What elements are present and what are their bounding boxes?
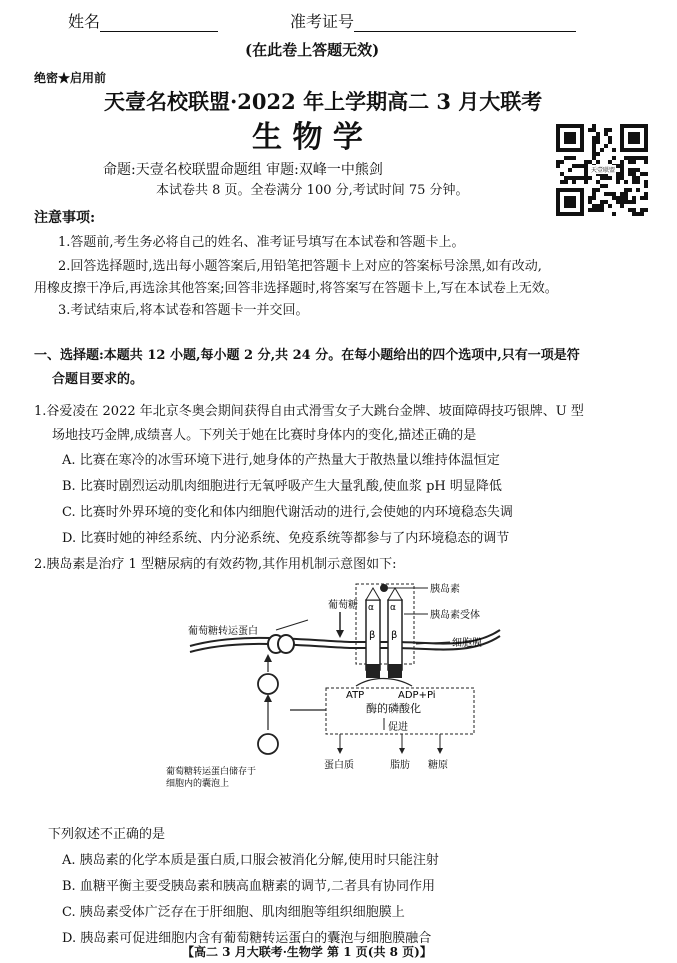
qr-module xyxy=(604,144,608,148)
q1-option-b: B. 比赛时剧烈运动肌肉细胞进行无氧呼吸产生大量乳酸,使血浆 pH 明显降低 xyxy=(62,479,502,494)
qr-module xyxy=(560,172,564,176)
qr-module xyxy=(580,164,584,168)
qr-module xyxy=(572,176,576,180)
branch-arrowhead xyxy=(337,748,343,754)
notes-heading: 注意事项: xyxy=(34,210,96,226)
qr-module xyxy=(588,128,592,132)
qr-module xyxy=(616,180,620,184)
exam-title: 天壹名校联盟·2022 年上学期高二 3 月大联考 xyxy=(104,89,543,114)
qr-module xyxy=(592,204,596,208)
qr-module xyxy=(588,208,592,212)
qr-module xyxy=(592,208,596,212)
qr-module xyxy=(584,168,588,172)
qr-module xyxy=(632,196,636,200)
section-heading-cont: 合题目要求的。 xyxy=(52,372,144,387)
qr-module xyxy=(604,192,608,196)
qr-module xyxy=(592,136,596,140)
qr-module xyxy=(596,140,600,144)
qr-module xyxy=(572,164,576,168)
leader-line xyxy=(276,620,308,630)
qr-module xyxy=(624,156,628,160)
qr-code xyxy=(556,124,648,216)
qr-module xyxy=(620,172,624,176)
qr-module xyxy=(572,180,576,184)
qr-finder-pattern xyxy=(564,132,576,144)
label-membrane: 细胞膜 xyxy=(452,638,482,649)
qr-module xyxy=(592,196,596,200)
section-heading: 一、选择题:本题共 12 小题,每小题 2 分,共 24 分。在每小题给出的四个选项中,只有一项是符 xyxy=(34,348,580,363)
qr-module xyxy=(620,204,624,208)
q1-stem: 1.谷爱凌在 2022 年北京冬奥会期间获得自由式滑雪女子大跳台金牌、坡面障碍技巧银牌、U 型 xyxy=(34,404,584,419)
qr-module xyxy=(620,160,624,164)
qr-module xyxy=(644,180,648,184)
page-footer: 【高二 3 月大联考·生物学 第 1 页(共 8 页)】 xyxy=(182,945,432,959)
exam-id-blank xyxy=(354,13,576,32)
authors-line: 命题:天壹名校联盟命题组 审题:双峰一中熊剑 xyxy=(103,162,383,178)
label-glycogen: 糖原 xyxy=(428,760,448,771)
qr-module xyxy=(608,204,612,208)
q1-option-d: D. 比赛时她的神经系统、内分泌系统、免疫系统等都参与了内环境稳态的调节 xyxy=(62,531,510,546)
qr-module xyxy=(572,156,576,160)
qr-module xyxy=(616,200,620,204)
qr-module xyxy=(592,128,596,132)
qr-module xyxy=(640,196,644,200)
receptor-kinase-right xyxy=(388,664,402,678)
label-vesicle: 葡萄糖转运蛋白储存于 xyxy=(166,767,257,777)
qr-module xyxy=(644,156,648,160)
qr-module xyxy=(584,172,588,176)
note-item: 1.答题前,考生务必将自己的姓名、准考证号填写在本试卷和答题卡上。 xyxy=(58,235,465,250)
qr-module xyxy=(592,124,596,128)
qr-module xyxy=(600,148,604,152)
qr-module xyxy=(632,200,636,204)
name-blank xyxy=(100,13,218,32)
qr-module xyxy=(636,188,640,192)
qr-module xyxy=(620,192,624,196)
qr-module xyxy=(584,180,588,184)
qr-module xyxy=(584,164,588,168)
qr-module xyxy=(628,160,632,164)
receptor-alpha-right xyxy=(388,588,402,600)
qr-module xyxy=(636,176,640,180)
transporter-protein xyxy=(278,635,294,653)
invalid-note: (在此卷上答题无效) xyxy=(245,41,380,59)
qr-module xyxy=(636,156,640,160)
qr-module xyxy=(616,176,620,180)
q2-stem: 2.胰岛素是治疗 1 型糖尿病的有效药物,其作用机制示意图如下: xyxy=(34,557,397,572)
qr-module xyxy=(632,176,636,180)
vesicle-arrowhead xyxy=(264,654,272,662)
qr-module xyxy=(592,192,596,196)
label-glucose: 葡萄糖 xyxy=(328,600,358,611)
qr-module xyxy=(632,180,636,184)
qr-module xyxy=(640,212,644,216)
label-enzyme: 酶的磷酸化 xyxy=(366,702,421,715)
qr-module xyxy=(588,160,592,164)
qr-module xyxy=(604,176,608,180)
qr-module xyxy=(632,172,636,176)
name-label: 姓名 xyxy=(68,12,101,31)
qr-module xyxy=(596,204,600,208)
qr-module xyxy=(592,188,596,192)
exam-id-field xyxy=(290,12,576,32)
qr-module xyxy=(624,200,628,204)
qr-module xyxy=(608,136,612,140)
qr-module xyxy=(596,208,600,212)
receptor-alpha-left xyxy=(366,588,380,600)
qr-module xyxy=(624,180,628,184)
q2-option-c: C. 胰岛素受体广泛存在于肝细胞、肌肉细胞等组织细胞膜上 xyxy=(62,905,405,920)
qr-module xyxy=(632,168,636,172)
qr-module xyxy=(588,200,592,204)
qr-module xyxy=(632,212,636,216)
qr-module xyxy=(628,168,632,172)
atp-arrow xyxy=(356,679,412,687)
qr-module xyxy=(608,176,612,180)
qr-module xyxy=(568,168,572,172)
qr-module xyxy=(564,176,568,180)
qr-module xyxy=(596,132,600,136)
qr-module xyxy=(612,212,616,216)
qr-module xyxy=(592,140,596,144)
qr-module xyxy=(616,164,620,168)
label-vesicle-cont: 细胞内的囊泡上 xyxy=(166,779,230,789)
qr-module xyxy=(608,192,612,196)
qr-module xyxy=(592,156,596,160)
qr-module xyxy=(568,156,572,160)
qr-module xyxy=(592,144,596,148)
qr-module xyxy=(596,136,600,140)
qr-module xyxy=(616,172,620,176)
qr-module xyxy=(628,172,632,176)
qr-module xyxy=(632,156,636,160)
vesicle xyxy=(258,674,278,694)
branch-arrowhead xyxy=(399,748,405,754)
qr-module xyxy=(632,208,636,212)
qr-module xyxy=(616,196,620,200)
receptor-kinase-left xyxy=(366,664,380,678)
qr-module xyxy=(592,152,596,156)
branch-arrowhead xyxy=(437,748,443,754)
qr-finder-pattern xyxy=(628,132,640,144)
q2-question: 下列叙述不正确的是 xyxy=(48,827,166,842)
qr-module xyxy=(644,184,648,188)
label-beta: β xyxy=(369,630,376,641)
qr-module xyxy=(620,164,624,168)
label-insulin: 胰岛素 xyxy=(430,584,460,595)
qr-module xyxy=(556,164,560,168)
secret-mark: 绝密★启用前 xyxy=(34,71,107,85)
qr-module xyxy=(620,168,624,172)
qr-module xyxy=(612,156,616,160)
qr-module xyxy=(564,156,568,160)
note-item: 用橡皮擦干净后,再选涂其他答案;回答非选择题时,将答案写在答题卡上,写在本试卷上无效。 xyxy=(34,281,558,296)
qr-module xyxy=(588,196,592,200)
qr-module xyxy=(596,188,600,192)
qr-module xyxy=(640,172,644,176)
qr-module xyxy=(596,180,600,184)
qr-module xyxy=(632,160,636,164)
qr-module xyxy=(600,200,604,204)
exam-info: 本试卷共 8 页。全卷满分 100 分,考试时间 75 分钟。 xyxy=(156,183,469,198)
subject-title: 生 物 学 xyxy=(252,120,363,155)
qr-module xyxy=(604,128,608,132)
qr-module xyxy=(636,180,640,184)
q2-option-d: D. 胰岛素可促进细胞内含有葡萄糖转运蛋白的囊泡与细胞膜融合 xyxy=(62,931,432,946)
vesicle xyxy=(258,734,278,754)
qr-module xyxy=(556,160,560,164)
qr-module xyxy=(628,200,632,204)
qr-module xyxy=(600,184,604,188)
label-alpha: α xyxy=(368,603,374,613)
qr-module xyxy=(584,160,588,164)
label-promote: 促进 xyxy=(388,722,408,733)
qr-module xyxy=(600,204,604,208)
qr-module xyxy=(628,156,632,160)
qr-module xyxy=(624,196,628,200)
qr-module xyxy=(576,164,580,168)
qr-finder-pattern xyxy=(564,196,576,208)
label-protein: 蛋白质 xyxy=(324,760,354,771)
qr-module xyxy=(604,184,608,188)
qr-module xyxy=(644,160,648,164)
vesicle-arrowhead xyxy=(264,694,272,702)
qr-module xyxy=(644,172,648,176)
qr-module xyxy=(560,180,564,184)
glucose-arrowhead xyxy=(336,630,344,638)
qr-module xyxy=(584,176,588,180)
q1-option-c: C. 比赛时外界环境的变化和体内细胞代谢活动的进行,会使她的内环境稳态失调 xyxy=(62,505,513,520)
qr-module xyxy=(580,176,584,180)
qr-module xyxy=(624,188,628,192)
qr-module xyxy=(608,160,612,164)
qr-module xyxy=(640,208,644,212)
label-receptor: 胰岛素受体 xyxy=(430,610,480,621)
receptor-box xyxy=(356,584,414,664)
qr-module xyxy=(596,152,600,156)
qr-module xyxy=(620,176,624,180)
exam-id-label: 准考证号 xyxy=(290,12,355,31)
qr-module xyxy=(608,128,612,132)
qr-module xyxy=(600,208,604,212)
q2-option-b: B. 血糖平衡主要受胰岛素和胰高血糖素的调节,二者具有协同作用 xyxy=(62,879,435,894)
q1-option-a: A. 比赛在寒冷的冰雪环境下进行,她身体的产热量大于散热量以维持体温恒定 xyxy=(62,453,500,468)
qr-module xyxy=(620,200,624,204)
q1-stem-cont: 场地技巧金牌,成绩喜人。下列关于她在比赛时身体内的变化,描述正确的是 xyxy=(52,428,477,443)
qr-module xyxy=(620,196,624,200)
label-transporter: 葡萄糖转运蛋白 xyxy=(188,626,258,637)
qr-module xyxy=(628,208,632,212)
qr-module xyxy=(628,188,632,192)
note-item: 2.回答选择题时,选出每小题答案后,用铅笔把答题卡上对应的答案标号涂黑,如有改动, xyxy=(58,259,542,274)
qr-module xyxy=(640,156,644,160)
qr-module xyxy=(612,192,616,196)
insulin-mechanism-figure xyxy=(166,580,510,800)
label-alpha: α xyxy=(390,603,396,613)
qr-module xyxy=(560,160,564,164)
qr-module xyxy=(596,160,600,164)
qr-logo-text: 天壹联盟 xyxy=(591,167,616,174)
qr-module xyxy=(612,148,616,152)
qr-module xyxy=(576,176,580,180)
name-field xyxy=(68,12,218,32)
qr-module xyxy=(600,176,604,180)
qr-module xyxy=(588,176,592,180)
qr-module xyxy=(612,196,616,200)
qr-module xyxy=(604,132,608,136)
qr-module xyxy=(568,176,572,180)
note-item: 3.考试结束后,将本试卷和答题卡一并交回。 xyxy=(58,303,309,318)
qr-module xyxy=(644,192,648,196)
q2-option-a: A. 胰岛素的化学本质是蛋白质,口服会被消化分解,使用时只能注射 xyxy=(62,853,439,868)
label-atp: ATP xyxy=(346,690,365,701)
qr-module xyxy=(636,212,640,216)
qr-module xyxy=(636,168,640,172)
label-beta: β xyxy=(391,630,398,641)
label-fat: 脂肪 xyxy=(390,760,410,771)
qr-module xyxy=(592,148,596,152)
qr-module xyxy=(604,200,608,204)
qr-module xyxy=(564,180,568,184)
qr-module xyxy=(644,196,648,200)
qr-module xyxy=(644,208,648,212)
qr-module xyxy=(624,192,628,196)
qr-module xyxy=(608,140,612,144)
label-adp: ADP+Pi xyxy=(398,690,436,701)
